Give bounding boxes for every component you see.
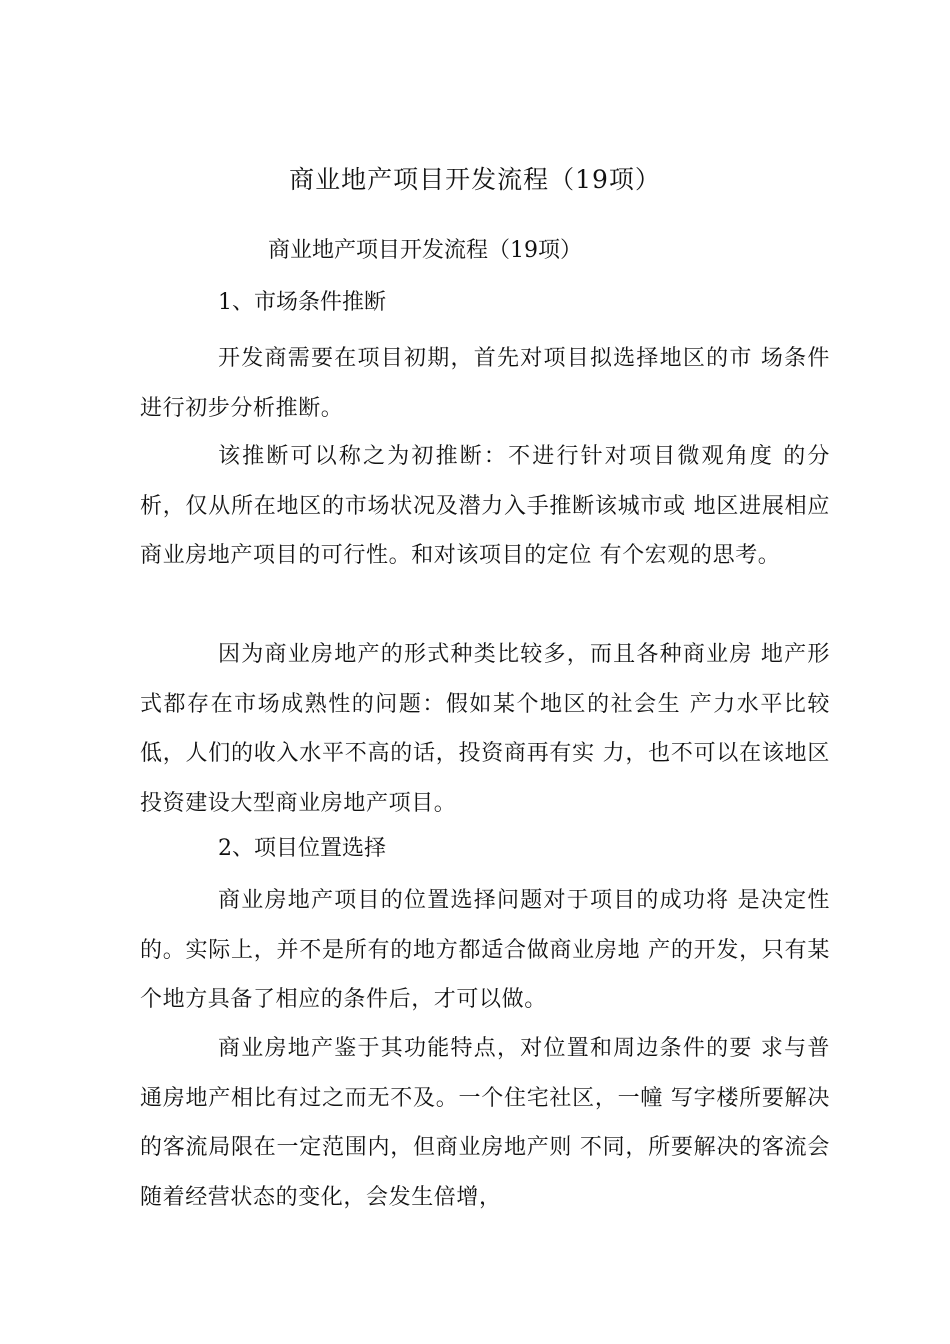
section-heading-location: 2、项目位置选择 (218, 836, 386, 861)
section-heading-market: 1、市场条件推断 (218, 290, 386, 315)
paragraph: 该推断可以称之为初推断：不进行针对项目微观角度 的分析，仅从所在地区的市场状况及潜力入手推断该城市或 地区进展相应商业房地产项目的可行性。和对该项目的定位 有个宏观的思考。 (140, 444, 830, 568)
document-title: 商业地产项目开发流程（19项） (289, 165, 661, 194)
paragraph: 因为商业房地产的形式种类比较多，而且各种商业房 地产形式都存在市场成熟性的问题：假如某个地区的社会生 产力水平比较低，人们的收入水平不高的话，投资商再有实 力，也不可以在该地区投资建设大型商业房地产项目。 (140, 642, 830, 816)
document-subtitle: 商业地产项目开发流程（19项） (268, 238, 582, 263)
paragraph: 商业房地产鉴于其功能特点，对位置和周边条件的要 求与普通房地产相比有过之而无不及。一个住宅社区，一幢 写字楼所要解决的客流局限在一定范围内，但商业房地产则 不同，所要解决的客流会随着经营状态的变化，会发生倍增， (140, 1036, 830, 1210)
paragraph: 商业房地产项目的位置选择问题对于项目的成功将 是决定性的。实际上，并不是所有的地方都适合做商业房地 产的开发，只有某个地方具备了相应的条件后，才可以做。 (140, 888, 830, 1012)
paragraph: 开发商需要在项目初期，首先对项目拟选择地区的市 场条件进行初步分析推断。 (140, 346, 830, 421)
